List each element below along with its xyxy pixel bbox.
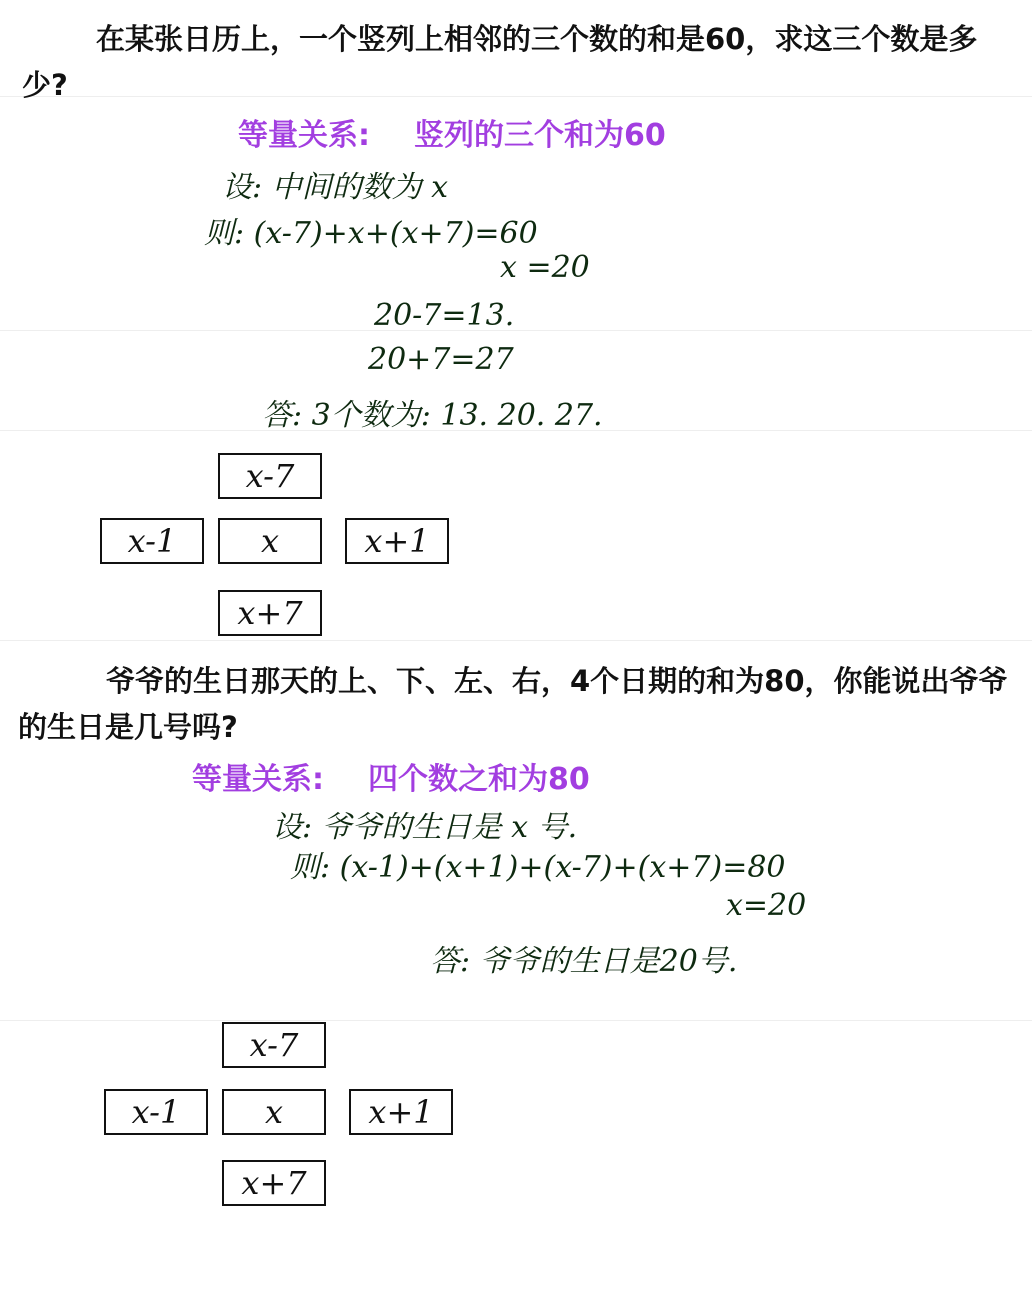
problem-2-relation [192,754,590,798]
solution: x =20 [500,250,590,285]
box-right: x+1 [349,1089,453,1135]
answer: 答: 3个数为: 13. 20. 27. [262,398,603,433]
let-statement: 设: 爷爷的生日是 x 号. [272,810,578,845]
answer: 答: 爷爷的生日是20号. [430,944,738,979]
ruled-line [0,330,1032,331]
let-statement: 设: 中间的数为 x [222,170,449,205]
box-top: x-7 [222,1022,326,1068]
ruled-line [0,1020,1032,1021]
box-bottom: x+7 [218,590,322,636]
box-right: x+1 [345,518,449,564]
solution: x=20 [726,888,807,923]
relation-label: 等量关系: [238,118,370,153]
relation-value: 竖列的三个和为60 [414,118,666,153]
problem-1-question: 在某张日历上，一个竖列上相邻的三个数的和是60，求这三个数是多少? [22,22,978,102]
equation: 则: (x-1)+(x+1)+(x-7)+(x+7)=80 [290,850,786,885]
problem-1-relation [238,110,666,154]
box-left: x-1 [104,1089,208,1135]
box-left: x-1 [100,518,204,564]
ruled-line [0,640,1032,641]
calc-plus: 20+7=27 [368,342,514,377]
equation: 则: (x-7)+x+(x+7)=60 [204,216,538,251]
box-center: x [218,518,322,564]
box-top: x-7 [218,453,322,499]
relation-value: 四个数之和为80 [368,762,590,797]
box-bottom: x+7 [222,1160,326,1206]
problem-2-question: 爷爷的生日那天的上、下、左、右，4个日期的和为80，你能说出爷爷的生日是几号吗? [18,664,1008,744]
relation-label: 等量关系: [192,762,324,797]
calc-minus: 20-7=13. [374,298,515,333]
box-center: x [222,1089,326,1135]
